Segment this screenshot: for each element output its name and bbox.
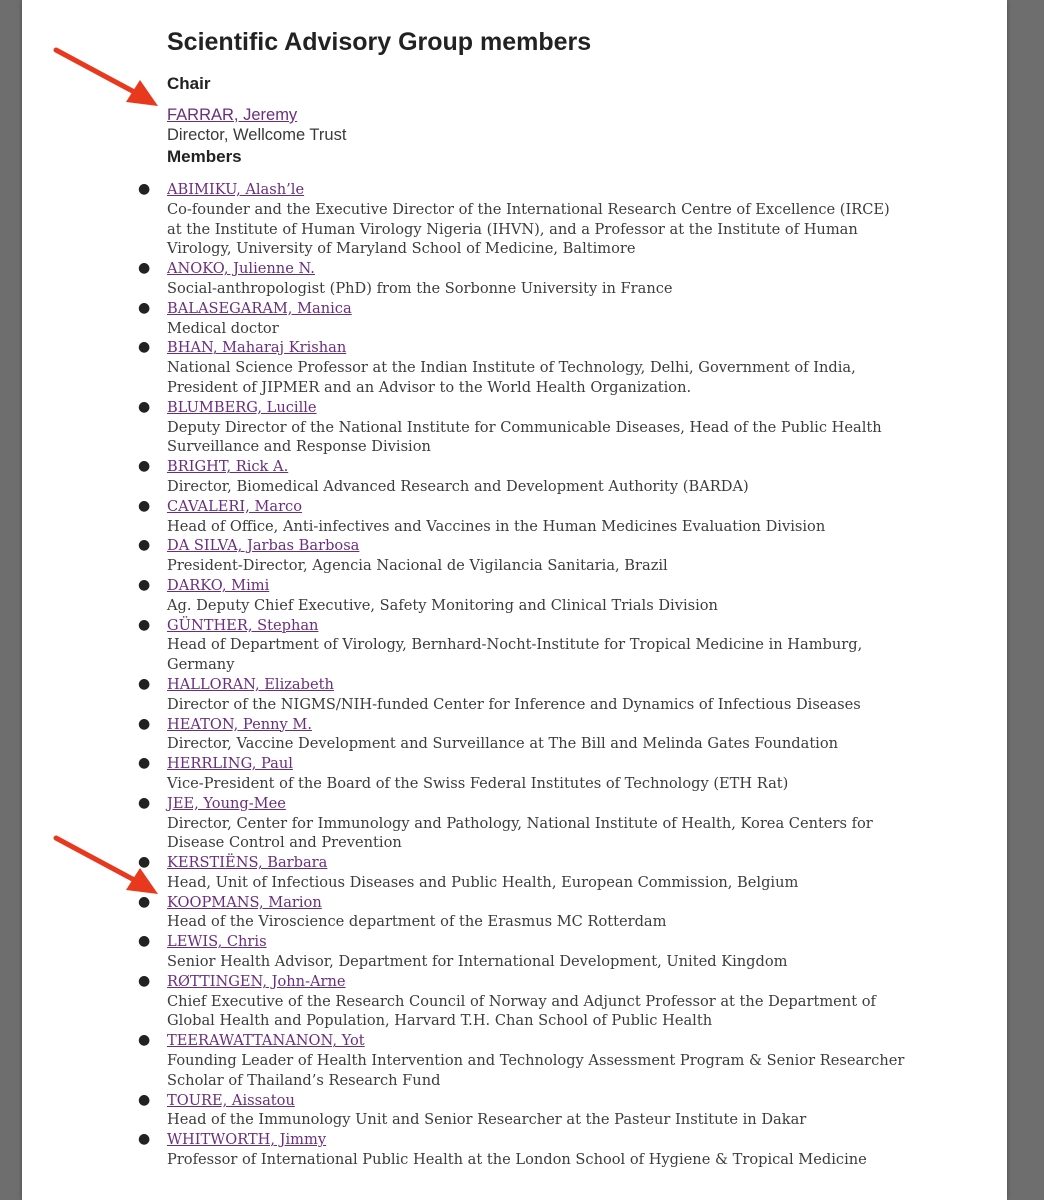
bullet-icon: ● <box>138 497 151 514</box>
page-title: Scientific Advisory Group members <box>167 28 592 56</box>
member-description: Social-anthropologist (PhD) from the Sorbonne University in France <box>167 279 673 297</box>
member-description: Head, Unit of Infectious Diseases and Public Health, European Commission, Belgium <box>167 873 799 891</box>
member-name-link[interactable]: CAVALERI, Marco <box>167 497 303 515</box>
member-description: Head of the Immunology Unit and Senior Researcher at the Pasteur Institute in Dakar <box>167 1111 807 1129</box>
bullet-icon: ● <box>138 675 151 692</box>
bullet-icon: ● <box>138 1131 151 1148</box>
bullet-icon: ● <box>138 260 151 277</box>
bullet-icon: ● <box>138 537 151 554</box>
bullet-icon: ● <box>138 893 151 910</box>
member-description: Director of the NIGMS/NIH-funded Center for Inference and Dynamics of Infectious Diseases <box>167 695 861 713</box>
annotation-arrow-koopmans <box>50 832 162 898</box>
member-name-link[interactable]: JEE, Young-Mee <box>167 794 286 812</box>
list-item <box>138 536 907 576</box>
member-description: Head of the Viroscience department of the Erasmus MC Rotterdam <box>167 913 667 931</box>
list-item <box>138 675 907 715</box>
member-description: Ag. Deputy Chief Executive, Safety Monitoring and Clinical Trials Division <box>167 596 718 614</box>
member-name-link[interactable]: HEATON, Penny M. <box>167 715 312 733</box>
member-description: Senior Health Advisor, Department for International Development, United Kingdom <box>167 953 788 971</box>
chair-description: Director, Wellcome Trust <box>167 126 347 144</box>
member-name-link[interactable]: LEWIS, Chris <box>167 933 267 951</box>
bullet-icon: ● <box>138 933 151 950</box>
bullet-icon: ● <box>138 1032 151 1049</box>
list-item <box>138 457 907 497</box>
member-description: Director, Vaccine Development and Surveillance at The Bill and Melinda Gates Foundation <box>167 735 839 753</box>
member-name-link[interactable]: DA SILVA, Jarbas Barbosa <box>167 537 360 555</box>
document-page <box>22 0 1007 1200</box>
bullet-icon: ● <box>138 755 151 772</box>
list-item <box>138 398 907 457</box>
member-name-link[interactable]: TOURE, Aissatou <box>167 1091 295 1109</box>
list-item <box>138 576 907 616</box>
member-description: Director, Center for Immunology and Pathology, National Institute of Health, Korea Centers for Disease Control and Prevention <box>167 814 873 852</box>
list-item <box>138 1130 907 1170</box>
member-name-link[interactable]: RØTTINGEN, John-Arne <box>167 972 346 990</box>
list-item <box>138 299 907 339</box>
list-item <box>138 853 907 893</box>
bullet-icon: ● <box>138 181 151 197</box>
bullet-icon: ● <box>138 576 151 593</box>
list-item <box>138 338 907 397</box>
bullet-icon: ● <box>138 794 151 811</box>
list-item <box>138 893 907 933</box>
member-name-link[interactable]: DARKO, Mimi <box>167 576 270 594</box>
member-description: Founding Leader of Health Intervention and Technology Assessment Program & Senior Researcher Scholar of Thailand’s Research Fund <box>167 1052 905 1089</box>
bullet-icon: ● <box>138 339 151 356</box>
members-heading: Members <box>167 147 242 166</box>
bullet-icon: ● <box>138 458 151 475</box>
member-name-link[interactable]: WHITWORTH, Jimmy <box>167 1131 327 1149</box>
member-description: Vice-President of the Board of the Swiss Federal Institutes of Technology (ETH Rat) <box>167 774 789 792</box>
member-name-link[interactable]: ANOKO, Julienne N. <box>167 260 315 278</box>
bullet-icon: ● <box>138 715 151 732</box>
list-item <box>138 497 907 537</box>
member-name-link[interactable]: TEERAWATTANANON, Yot <box>167 1032 365 1050</box>
member-description: Chief Executive of the Research Council of Norway and Adjunct Professor at the Department of Global Health and Population, Harvard T.H. Chan School of Public Health <box>167 992 876 1030</box>
list-item <box>138 715 907 755</box>
member-description: Deputy Director of the National Institute for Communicable Diseases, Head of the Public Health Surveillance and Response Division <box>167 418 882 456</box>
member-description: Director, Biomedical Advanced Research and Development Authority (BARDA) <box>167 477 749 495</box>
annotation-arrow-chair <box>50 44 162 110</box>
member-name-link[interactable]: BRIGHT, Rick A. <box>167 458 289 476</box>
member-name-link[interactable]: BALASEGARAM, Manica <box>167 299 352 317</box>
list-item <box>138 794 907 853</box>
member-description: President-Director, Agencia Nacional de Vigilancia Sanitaria, Brazil <box>167 557 668 575</box>
member-description: Head of Department of Virology, Bernhard-Nocht-Institute for Tropical Medicine in Hamburg, Germany <box>167 636 863 674</box>
list-item <box>138 1031 907 1090</box>
list-item <box>138 180 907 259</box>
member-description: Co-founder and the Executive Director of the International Research Centre of Excellence (IRCE) at the Institute of Human Virology Nigeria (IHVN), and a Professor at the Institute of Human Virology, University of Maryland School of Medicine, Baltimore <box>167 200 890 258</box>
list-item <box>138 259 907 299</box>
member-name-link[interactable]: KOOPMANS, Marion <box>167 893 322 911</box>
member-name-link[interactable]: GÜNTHER, Stephan <box>167 616 319 634</box>
list-item <box>138 1091 907 1131</box>
member-description: Medical doctor <box>167 319 279 337</box>
member-name-link[interactable]: BHAN, Maharaj Krishan <box>167 339 347 357</box>
member-description: National Science Professor at the Indian Institute of Technology, Delhi, Government of India, President of JIPMER and an Advisor to the World Health Organization. <box>167 359 856 396</box>
bullet-icon: ● <box>138 299 151 316</box>
member-name-link[interactable]: KERSTIËNS, Barbara <box>167 854 328 872</box>
list-item <box>138 972 907 1031</box>
member-name-link[interactable]: ABIMIKU, Alash’le <box>167 181 305 198</box>
members-list <box>138 180 907 1170</box>
list-item <box>138 932 907 972</box>
member-description: Professor of International Public Health at the London School of Hygiene & Tropical Medicine <box>167 1151 867 1169</box>
member-description: Head of Office, Anti-infectives and Vaccines in the Human Medicines Evaluation Division <box>167 517 826 535</box>
bullet-icon: ● <box>138 616 151 633</box>
chair-heading: Chair <box>167 74 211 93</box>
list-item <box>138 754 907 794</box>
member-name-link[interactable]: HERRLING, Paul <box>167 755 293 773</box>
list-item <box>138 616 907 675</box>
bullet-icon: ● <box>138 854 151 871</box>
member-name-link[interactable]: BLUMBERG, Lucille <box>167 398 317 416</box>
bullet-icon: ● <box>138 1091 151 1108</box>
chair-name-link[interactable]: FARRAR, Jeremy <box>167 106 298 124</box>
bullet-icon: ● <box>138 398 151 415</box>
member-name-link[interactable]: HALLORAN, Elizabeth <box>167 675 334 693</box>
bullet-icon: ● <box>138 972 151 989</box>
